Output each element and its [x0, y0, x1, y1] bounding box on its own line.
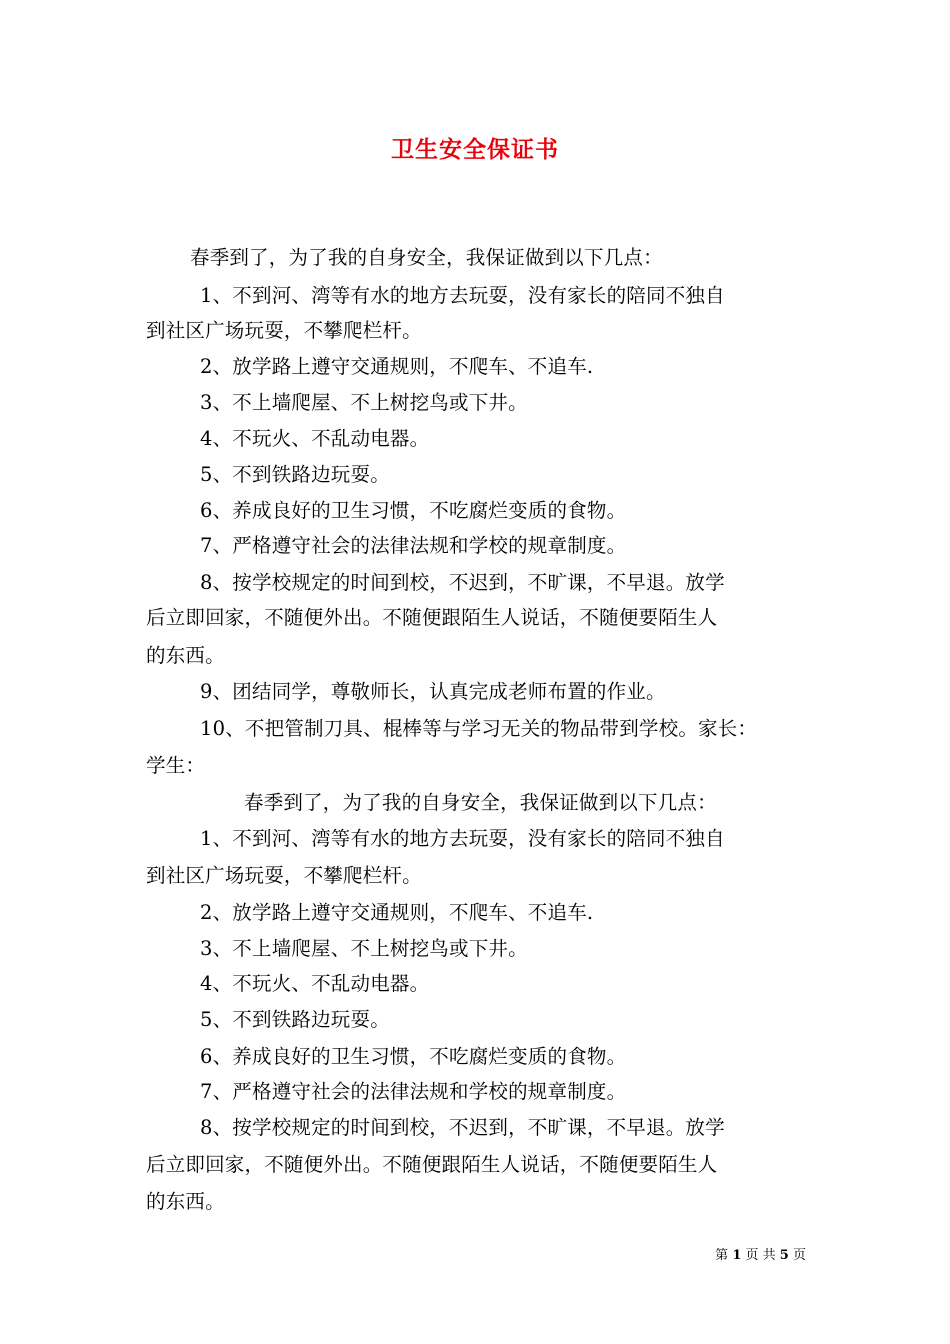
paragraph-line: 3、不上墙爬屋、不上树挖鸟或下井。	[200, 391, 528, 414]
footer-suffix: 页	[792, 1248, 806, 1263]
paragraph-line: 1、不到河、湾等有水的地方去玩耍，没有家长的陪同不独自	[200, 827, 725, 850]
paragraph-line: 6、养成良好的卫生习惯，不吃腐烂变质的食物。	[200, 1045, 627, 1068]
paragraph-line: 春季到了，为了我的自身安全，我保证做到以下几点：	[244, 791, 717, 814]
paragraph-line: 1、不到河、湾等有水的地方去玩耍，没有家长的陪同不独自	[200, 284, 725, 307]
paragraph-line: 8、按学校规定的时间到校，不迟到，不旷课，不早退。放学	[200, 571, 725, 594]
paragraph-line: 4、不玩火、不乱动电器。	[200, 427, 430, 450]
paragraph-line: 10、不把管制刀具、棍棒等与学习无关的物品带到学校。家长：	[200, 717, 758, 740]
paragraph-line: 6、养成良好的卫生习惯，不吃腐烂变质的食物。	[200, 499, 627, 522]
paragraph-line: 2、放学路上遵守交通规则，不爬车、不追车.	[200, 355, 594, 378]
paragraph-line: 4、不玩火、不乱动电器。	[200, 972, 430, 995]
paragraph-line: 后立即回家，不随便外出。不随便跟陌生人说话，不随便要陌生人	[146, 606, 718, 629]
paragraph-line: 9、团结同学，尊敬师长，认真完成老师布置的作业。	[200, 680, 666, 703]
footer-prefix: 第	[715, 1248, 729, 1263]
paragraph-line: 7、严格遵守社会的法律法规和学校的规章制度。	[200, 534, 627, 557]
paragraph-line: 5、不到铁路边玩耍。	[200, 1008, 390, 1031]
paragraph-line: 3、不上墙爬屋、不上树挖鸟或下井。	[200, 937, 528, 960]
paragraph-line: 8、按学校规定的时间到校，不迟到，不旷课，不早退。放学	[200, 1116, 725, 1139]
footer-middle: 页 共	[745, 1248, 776, 1263]
paragraph-line: 到社区广场玩耍，不攀爬栏杆。	[146, 864, 422, 887]
current-page-number: 1	[732, 1248, 742, 1263]
paragraph-line: 5、不到铁路边玩耍。	[200, 463, 390, 486]
page-footer	[715, 1247, 806, 1265]
paragraph-line: 2、放学路上遵守交通规则，不爬车、不追车.	[200, 901, 594, 924]
paragraph-line: 的东西。	[146, 644, 225, 667]
paragraph-line: 后立即回家，不随便外出。不随便跟陌生人说话，不随便要陌生人	[146, 1153, 718, 1176]
paragraph-line: 学生：	[146, 754, 206, 777]
total-pages-number: 5	[779, 1248, 789, 1263]
paragraph-line: 的东西。	[146, 1190, 225, 1213]
paragraph-line: 7、严格遵守社会的法律法规和学校的规章制度。	[200, 1080, 627, 1103]
document-title: 卫生安全保证书	[391, 136, 559, 163]
paragraph-line: 到社区广场玩耍，不攀爬栏杆。	[146, 319, 422, 342]
paragraph-line: 春季到了，为了我的自身安全，我保证做到以下几点：	[190, 246, 663, 269]
